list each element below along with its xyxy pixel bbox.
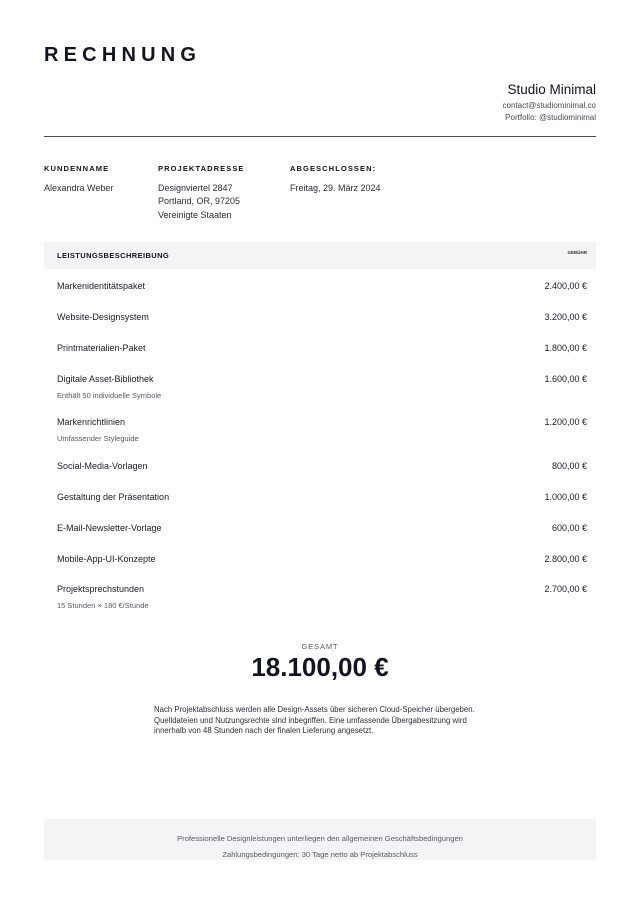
client-name: Alexandra Weber (44, 183, 114, 193)
service-note: 15 Stunden × 180 €/Stunde (57, 601, 149, 610)
client-label: KUNDENNAME (44, 164, 110, 173)
project-address-block (158, 164, 245, 222)
service-price: 1.800,00 € (544, 343, 587, 353)
footer-payment-terms: Zahlungsbedingungen: 30 Tage netto ab Projektabschluss (222, 850, 418, 859)
table-row (44, 572, 596, 615)
service-name: Markenidentitätspaket (57, 281, 146, 291)
total-amount: 18.100,00 € (251, 652, 389, 682)
studio-info (503, 82, 597, 123)
service-name: Website-Designsystem (57, 312, 149, 322)
service-price: 2.400,00 € (544, 281, 587, 291)
services-table-header (44, 242, 596, 269)
address-line: Vereinigte Staaten (158, 209, 232, 220)
table-row (44, 269, 596, 300)
service-name: Social-Media-Vorlagen (57, 461, 148, 471)
project-address-label: PROJEKTADRESSE (158, 164, 245, 173)
service-price: 1.200,00 € (544, 417, 587, 427)
service-name: Gestaltung der Präsentation (57, 492, 170, 502)
services-table (44, 269, 596, 615)
header-divider (44, 136, 596, 137)
table-row (44, 331, 596, 362)
address-line: Portland, OR, 97205 (158, 196, 241, 207)
footer (44, 819, 596, 860)
service-price: 2.800,00 € (544, 554, 587, 564)
table-row (44, 480, 596, 511)
service-name: Mobile-App-UI-Konzepte (57, 554, 156, 564)
service-name: Digitale Asset-Bibliothek (57, 374, 154, 384)
completed-label: ABGESCHLOSSEN: (290, 164, 377, 173)
service-name: Markenrichtlinien (57, 417, 126, 427)
table-row (44, 449, 596, 480)
document-title: RECHNUNG (44, 44, 202, 66)
address-line: Designviertel 2847 (158, 183, 233, 193)
service-name: Printmaterialien-Paket (57, 343, 146, 353)
table-row (44, 362, 596, 405)
service-price: 600,00 € (551, 523, 587, 533)
service-price: 1.600,00 € (544, 374, 587, 384)
service-note: Umfassender Styleguide (57, 434, 139, 443)
service-price: 3.200,00 € (544, 312, 587, 322)
table-row (44, 300, 596, 331)
header-description: LEISTUNGSBESCHREIBUNG (57, 251, 170, 260)
service-name: E-Mail-Newsletter-Vorlage (57, 523, 162, 533)
footer-terms: Professionelle Designleistungen unterliegen den allgemeinen Geschäftsbedingungen (177, 834, 463, 843)
table-row (44, 542, 596, 572)
service-price: 1.000,00 € (544, 492, 587, 502)
delivery-note: Nach Projektabschluss werden alle Design-Assets über sicheren Cloud-Speicher übergeben. Quelldateien und Nutzungsrechte sind inbegriffen. Eine umfassende Übergabesitzung wird innerhalb von 48 Stunden nach der finalen Lieferung angesetzt. (154, 705, 475, 736)
table-row (44, 405, 596, 449)
completed-date: Freitag, 29. März 2024 (290, 183, 381, 193)
service-name: Projektsprechstunden (57, 584, 145, 594)
table-row (44, 511, 596, 542)
header-fee: GEBÜHR (567, 250, 587, 255)
client-block (44, 164, 113, 195)
service-note: Enthält 50 individuelle Symbole (57, 391, 162, 400)
studio-name: Studio Minimal (507, 82, 596, 97)
service-price: 800,00 € (551, 461, 587, 471)
total-label: GESAMT (301, 642, 339, 651)
completed-block (290, 164, 381, 195)
studio-contact-email: contact@studiominimal.co (502, 101, 596, 110)
studio-portfolio: Portfolio: @studiominimal (505, 112, 596, 122)
service-price: 2.700,00 € (544, 584, 587, 594)
